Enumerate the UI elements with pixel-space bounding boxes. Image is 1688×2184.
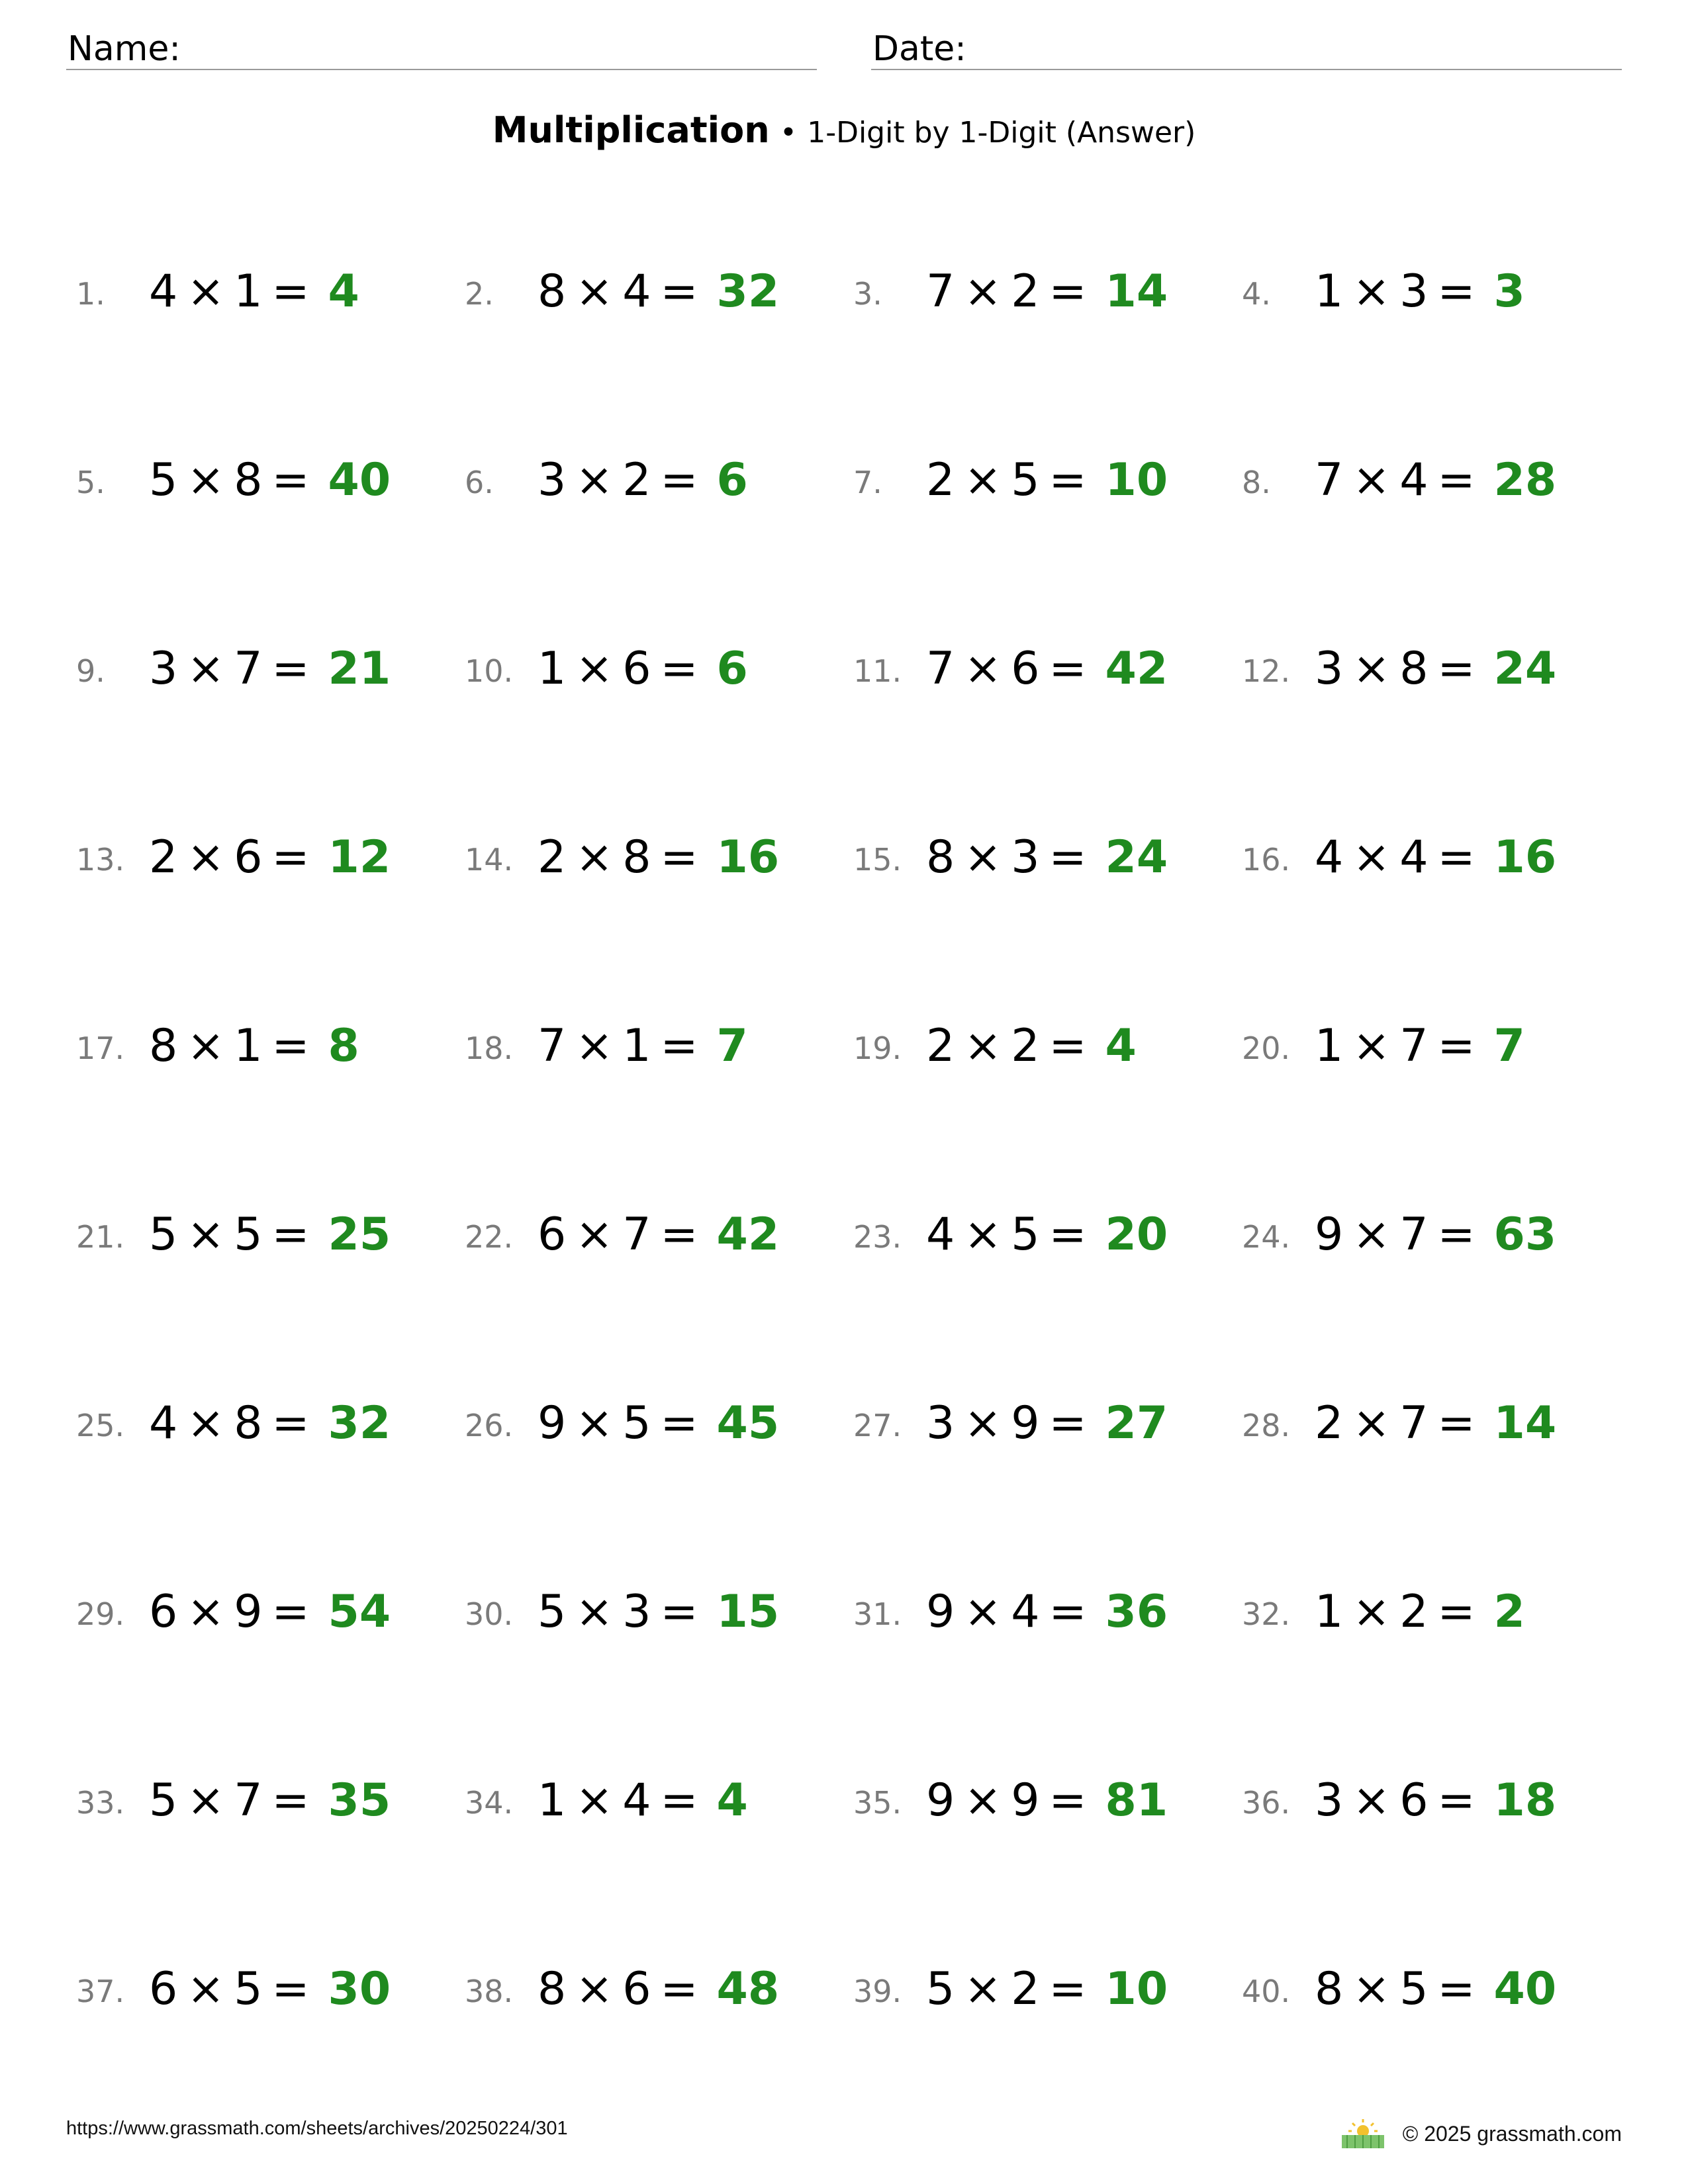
factor-a: 9 [538,1397,567,1449]
factor-b: 6 [622,643,651,695]
problem-expression [149,1774,391,1827]
factor-b: 7 [234,643,263,695]
multiply-sign: × [187,1020,225,1072]
problem-number: 20. [1242,1030,1291,1066]
factor-a: 7 [926,643,955,695]
factor-a: 8 [538,1963,567,2015]
problem-number: 9. [76,653,105,689]
problem-expression [538,1020,748,1072]
equals-sign: = [271,1586,310,1638]
problem-number: 22. [465,1219,514,1255]
answer-value: 15 [716,1586,780,1638]
factor-b: 1 [234,265,263,318]
title-subtitle: 1-Digit by 1-Digit (Answer) [807,116,1196,150]
answer-value: 14 [1493,1397,1557,1449]
factor-a: 8 [538,265,567,318]
answer-value: 63 [1493,1208,1557,1261]
answer-value: 3 [1493,265,1525,318]
equals-sign: = [1437,1020,1476,1072]
factor-a: 1 [538,1774,567,1827]
factor-a: 3 [538,454,567,506]
equals-sign: = [271,265,310,318]
problem-expression [926,1963,1168,2015]
factor-a: 5 [926,1963,955,2015]
problem-number: 35. [853,1785,902,1821]
factor-b: 7 [1399,1208,1429,1261]
answer-value: 81 [1105,1774,1168,1827]
problem-expression [1315,643,1557,695]
problem-number: 36. [1242,1785,1291,1821]
multiply-sign: × [1352,831,1391,884]
problem-expression [538,1963,780,2015]
problem-expression [1315,265,1525,318]
answer-value: 4 [1105,1020,1137,1072]
multiply-sign: × [1352,265,1391,318]
factor-b: 6 [1399,1774,1429,1827]
multiply-sign: × [575,454,614,506]
factor-a: 4 [1315,831,1344,884]
equals-sign: = [271,1208,310,1261]
answer-value: 2 [1493,1586,1525,1638]
problem-number: 38. [465,1974,514,2009]
equals-sign: = [660,1774,698,1827]
equals-sign: = [271,831,310,884]
multiply-sign: × [575,831,614,884]
multiply-sign: × [1352,1208,1391,1261]
factor-b: 5 [234,1208,263,1261]
problem-number: 29. [76,1596,125,1632]
problem-number: 10. [465,653,514,689]
name-label: Name: [68,29,181,69]
problem-number: 6. [465,465,494,500]
multiply-sign: × [1352,454,1391,506]
equals-sign: = [1049,831,1087,884]
multiply-sign: × [1352,1586,1391,1638]
multiply-sign: × [187,1774,225,1827]
answer-value: 21 [328,643,391,695]
factor-b: 8 [622,831,651,884]
factor-a: 2 [926,454,955,506]
multiply-sign: × [575,1963,614,2015]
problem-expression [1315,1774,1557,1827]
equals-sign: = [1049,1208,1087,1261]
multiply-sign: × [187,1208,225,1261]
answer-value: 14 [1105,265,1168,318]
factor-b: 7 [622,1208,651,1261]
factor-b: 3 [1011,831,1040,884]
problem-number: 40. [1242,1974,1291,2009]
factor-b: 9 [1011,1397,1040,1449]
factor-a: 2 [926,1020,955,1072]
answer-value: 12 [328,831,391,884]
answer-value: 18 [1493,1774,1557,1827]
multiply-sign: × [1352,1963,1391,2015]
multiply-sign: × [1352,1774,1391,1827]
equals-sign: = [1049,454,1087,506]
answer-value: 42 [716,1208,780,1261]
multiply-sign: × [575,643,614,695]
answer-value: 20 [1105,1208,1168,1261]
problem-expression [538,831,780,884]
equals-sign: = [1049,643,1087,695]
multiply-sign: × [964,1208,1002,1261]
problem-number: 2. [465,276,494,312]
problem-number: 33. [76,1785,125,1821]
equals-sign: = [271,1963,310,2015]
factor-b: 4 [1399,454,1429,506]
factor-b: 4 [1011,1586,1040,1638]
problem-number: 15. [853,842,902,878]
factor-b: 5 [1399,1963,1429,2015]
problem-number: 11. [853,653,902,689]
factor-a: 4 [149,265,178,318]
problem-number: 25. [76,1408,125,1443]
grass-sun-logo-icon [1339,2118,1387,2150]
multiply-sign: × [1352,1020,1391,1072]
multiply-sign: × [964,265,1002,318]
problem-expression [538,1586,780,1638]
multiply-sign: × [1352,1397,1391,1449]
factor-a: 3 [1315,1774,1344,1827]
problem-number: 28. [1242,1408,1291,1443]
problem-number: 4. [1242,276,1271,312]
factor-a: 8 [1315,1963,1344,2015]
problem-number: 12. [1242,653,1291,689]
equals-sign: = [660,265,698,318]
factor-a: 9 [1315,1208,1344,1261]
multiply-sign: × [575,1020,614,1072]
problem-number: 39. [853,1974,902,2009]
problem-number: 7. [853,465,882,500]
footer-copyright-block [1339,2118,1622,2150]
multiply-sign: × [575,1208,614,1261]
factor-b: 8 [234,454,263,506]
equals-sign: = [271,1020,310,1072]
factor-a: 3 [926,1397,955,1449]
answer-value: 16 [1493,831,1557,884]
factor-b: 4 [622,265,651,318]
answer-value: 48 [716,1963,780,2015]
problem-expression [1315,1586,1525,1638]
factor-a: 7 [1315,454,1344,506]
problem-number: 37. [76,1974,125,2009]
answer-value: 42 [1105,643,1168,695]
equals-sign: = [660,1397,698,1449]
problem-expression [149,643,391,695]
problem-expression [926,1774,1168,1827]
problem-expression [926,1208,1168,1261]
factor-a: 4 [926,1208,955,1261]
factor-b: 1 [234,1020,263,1072]
problem-expression [1315,1963,1557,2015]
factor-b: 6 [1011,643,1040,695]
answer-value: 32 [328,1397,391,1449]
problem-expression [149,1963,391,2015]
multiply-sign: × [964,1774,1002,1827]
multiply-sign: × [575,1774,614,1827]
answer-value: 4 [716,1774,748,1827]
problem-number: 19. [853,1030,902,1066]
answer-value: 10 [1105,454,1168,506]
title-separator: • [779,116,797,150]
multiply-sign: × [187,643,225,695]
problem-expression [538,1208,780,1261]
factor-a: 2 [149,831,178,884]
equals-sign: = [660,1208,698,1261]
answer-value: 40 [328,454,391,506]
factor-b: 2 [1011,265,1040,318]
factor-b: 2 [1399,1586,1429,1638]
factor-b: 7 [234,1774,263,1827]
problem-expression [538,454,748,506]
factor-a: 8 [149,1020,178,1072]
equals-sign: = [660,1020,698,1072]
equals-sign: = [1049,1774,1087,1827]
factor-b: 2 [1011,1020,1040,1072]
factor-b: 7 [1399,1397,1429,1449]
equals-sign: = [1437,265,1476,318]
factor-a: 2 [1315,1397,1344,1449]
problem-number: 14. [465,842,514,878]
multiply-sign: × [575,1586,614,1638]
multiply-sign: × [964,1586,1002,1638]
problem-expression [1315,454,1557,506]
problem-expression [1315,1208,1557,1261]
multiply-sign: × [964,643,1002,695]
multiply-sign: × [187,831,225,884]
factor-b: 5 [622,1397,651,1449]
problem-expression [538,265,780,318]
date-label: Date: [872,29,966,69]
problem-number: 27. [853,1408,902,1443]
equals-sign: = [1437,1774,1476,1827]
answer-value: 54 [328,1586,391,1638]
title-main: Multiplication [492,109,770,151]
answer-value: 30 [328,1963,391,2015]
factor-b: 9 [1011,1774,1040,1827]
answer-value: 7 [1493,1020,1525,1072]
factor-a: 6 [538,1208,567,1261]
footer-url: https://www.grassmath.com/sheets/archives/20250224/301 [66,2118,568,2139]
factor-b: 8 [234,1397,263,1449]
multiply-sign: × [187,1963,225,2015]
factor-a: 8 [926,831,955,884]
answer-value: 40 [1493,1963,1557,2015]
answer-value: 6 [716,454,748,506]
factor-a: 2 [538,831,567,884]
equals-sign: = [1437,1397,1476,1449]
problem-number: 31. [853,1596,902,1632]
factor-a: 5 [149,1208,178,1261]
answer-value: 7 [716,1020,748,1072]
problem-expression [538,643,748,695]
multiply-sign: × [187,265,225,318]
equals-sign: = [1437,831,1476,884]
factor-a: 1 [538,643,567,695]
problem-expression [926,1586,1168,1638]
multiply-sign: × [964,1397,1002,1449]
factor-a: 1 [1315,1020,1344,1072]
multiply-sign: × [964,1020,1002,1072]
problem-expression [926,454,1168,506]
problem-expression [926,643,1168,695]
equals-sign: = [1049,1963,1087,2015]
problem-number: 34. [465,1785,514,1821]
multiply-sign: × [1352,643,1391,695]
factor-b: 4 [622,1774,651,1827]
factor-b: 5 [234,1963,263,2015]
factor-b: 3 [1399,265,1429,318]
problem-number: 32. [1242,1596,1291,1632]
equals-sign: = [660,454,698,506]
equals-sign: = [1437,1586,1476,1638]
factor-b: 1 [622,1020,651,1072]
problem-expression [926,831,1168,884]
problem-number: 13. [76,842,125,878]
problem-expression [1315,831,1557,884]
equals-sign: = [271,643,310,695]
equals-sign: = [1437,1208,1476,1261]
answer-value: 36 [1105,1586,1168,1638]
multiply-sign: × [964,1963,1002,2015]
factor-b: 5 [1011,454,1040,506]
factor-a: 3 [1315,643,1344,695]
answer-value: 16 [716,831,780,884]
answer-value: 4 [328,265,359,318]
multiply-sign: × [575,1397,614,1449]
factor-a: 6 [149,1586,178,1638]
equals-sign: = [1049,1586,1087,1638]
equals-sign: = [1049,1020,1087,1072]
factor-a: 6 [149,1963,178,2015]
problem-number: 17. [76,1030,125,1066]
factor-b: 3 [622,1586,651,1638]
answer-value: 28 [1493,454,1557,506]
problem-expression [926,265,1168,318]
answer-value: 24 [1105,831,1168,884]
problem-expression [926,1020,1137,1072]
equals-sign: = [1437,454,1476,506]
answer-value: 25 [328,1208,391,1261]
equals-sign: = [1049,265,1087,318]
problem-expression [149,454,391,506]
equals-sign: = [271,1774,310,1827]
factor-a: 5 [149,454,178,506]
problem-expression [149,1020,359,1072]
answer-value: 8 [328,1020,359,1072]
answer-value: 32 [716,265,780,318]
factor-a: 9 [926,1586,955,1638]
factor-a: 9 [926,1774,955,1827]
problem-expression [149,265,359,318]
factor-a: 4 [149,1397,178,1449]
factor-b: 2 [622,454,651,506]
problem-number: 26. [465,1408,514,1443]
equals-sign: = [660,643,698,695]
problem-number: 24. [1242,1219,1291,1255]
answer-value: 24 [1493,643,1557,695]
factor-b: 2 [1011,1963,1040,2015]
problem-number: 30. [465,1596,514,1632]
factor-a: 5 [149,1774,178,1827]
equals-sign: = [271,1397,310,1449]
problem-expression [1315,1020,1525,1072]
multiply-sign: × [187,1586,225,1638]
factor-a: 5 [538,1586,567,1638]
factor-b: 5 [1011,1208,1040,1261]
factor-b: 6 [234,831,263,884]
problem-expression [1315,1397,1557,1449]
multiply-sign: × [575,265,614,318]
equals-sign: = [660,1963,698,2015]
equals-sign: = [660,831,698,884]
equals-sign: = [1437,1963,1476,2015]
problem-number: 3. [853,276,882,312]
equals-sign: = [271,454,310,506]
multiply-sign: × [187,454,225,506]
factor-b: 6 [622,1963,651,2015]
problem-number: 23. [853,1219,902,1255]
problem-expression [149,1586,391,1638]
equals-sign: = [660,1586,698,1638]
answer-value: 27 [1105,1397,1168,1449]
multiply-sign: × [964,831,1002,884]
factor-b: 7 [1399,1020,1429,1072]
answer-value: 6 [716,643,748,695]
problem-number: 5. [76,465,105,500]
answer-value: 45 [716,1397,780,1449]
problem-expression [538,1774,748,1827]
answer-value: 35 [328,1774,391,1827]
problem-expression [149,1397,391,1449]
problem-number: 16. [1242,842,1291,878]
factor-a: 1 [1315,1586,1344,1638]
factor-b: 4 [1399,831,1429,884]
factor-a: 1 [1315,265,1344,318]
factor-b: 9 [234,1586,263,1638]
factor-a: 7 [926,265,955,318]
problem-expression [538,1397,780,1449]
multiply-sign: × [187,1397,225,1449]
problem-number: 18. [465,1030,514,1066]
equals-sign: = [1049,1397,1087,1449]
problem-number: 21. [76,1219,125,1255]
equals-sign: = [1437,643,1476,695]
factor-a: 7 [538,1020,567,1072]
problem-expression [149,831,391,884]
problem-number: 1. [76,276,105,312]
multiply-sign: × [964,454,1002,506]
factor-a: 3 [149,643,178,695]
problem-number: 8. [1242,465,1271,500]
answer-value: 10 [1105,1963,1168,2015]
footer-copyright: © 2025 grassmath.com [1402,2121,1622,2146]
factor-b: 8 [1399,643,1429,695]
problem-expression [926,1397,1168,1449]
problem-expression [149,1208,391,1261]
